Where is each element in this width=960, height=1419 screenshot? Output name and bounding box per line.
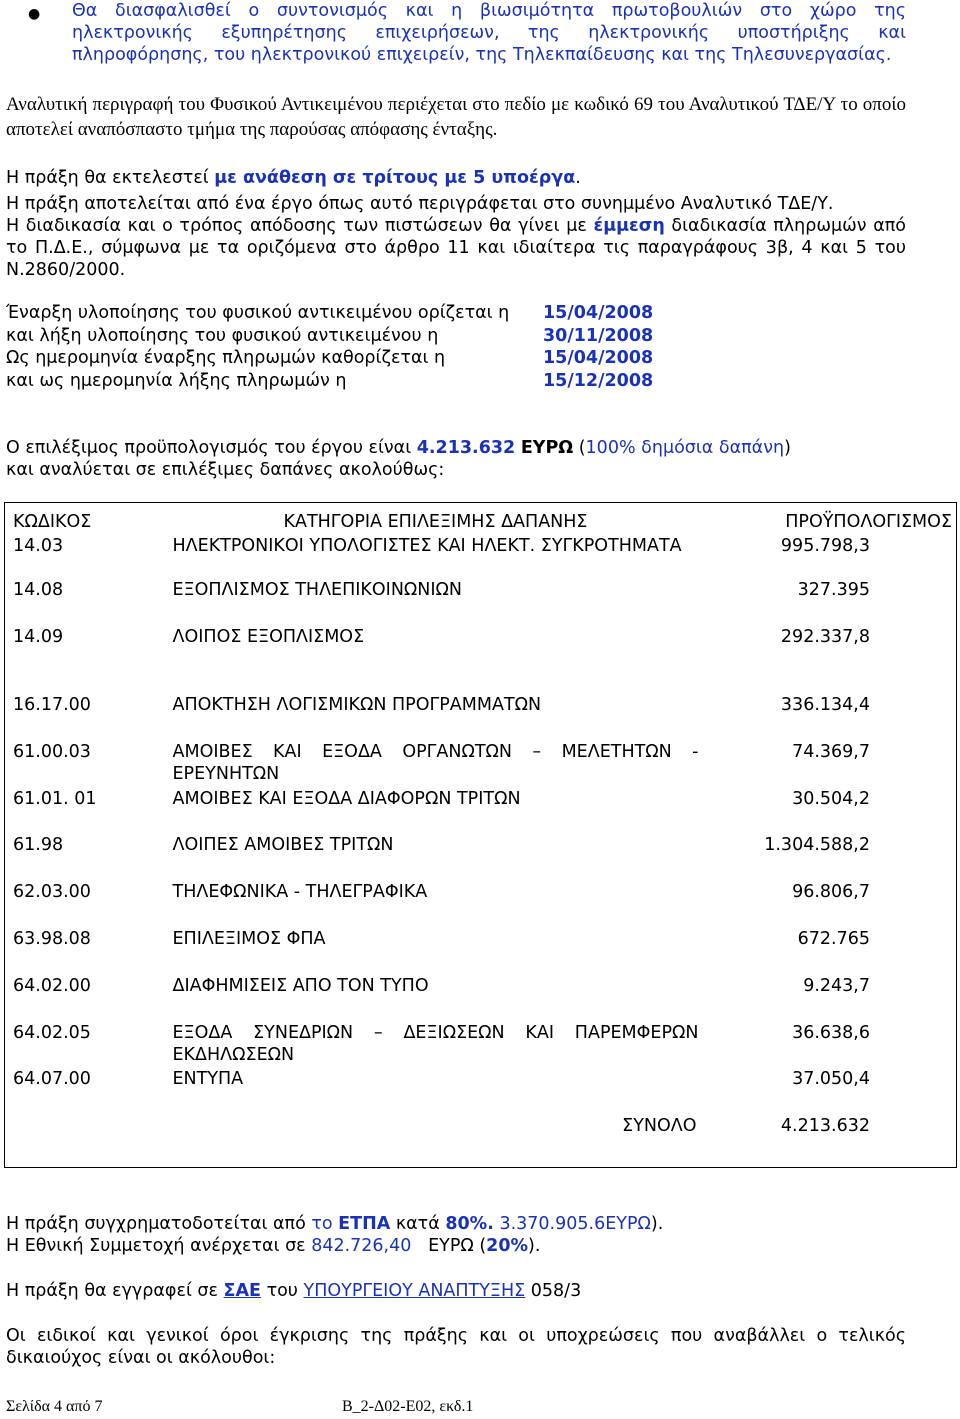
bullet-marker: ● [28,6,41,22]
row-code: 64.02.00 [13,976,91,996]
payment-method: έμμεση [593,216,665,236]
row-amount: 327.395 [797,580,870,600]
row-category: ΤΗΛΕΦΩΝΙΚΑ - ΤΗΛΕΓΡΑΦΙΚΑ [172,882,428,902]
budget-intro-prefix: Ο επιλέξιμος προϋπολογισμός του έργου είναι [6,438,417,458]
date-label: και ως ημερομηνία λήξης πληρωμών η [6,370,347,391]
header-code: ΚΩΔΙΚΟΣ [13,512,92,532]
execution-line-2: Η πράξη αποτελείται από ένα έργο όπως αυτό περιγράφεται στο συνημμένο Αναλυτικό ΤΔΕ/Υ. [6,194,834,214]
date-row-start [6,302,653,325]
row-amount: 672.765 [797,929,870,949]
footer-doc-code: Β_2-Δ02-Ε02, εκδ.1 [342,1398,474,1415]
date-value: 15/04/2008 [543,348,654,368]
budget-paren-open: ( [573,438,586,458]
row-amount: 36.638,6 [792,1023,870,1043]
table-row [5,626,957,694]
row-amount: 37.050,4 [792,1069,870,1089]
sae-ministry: ΥΠΟΥΡΓΕΙΟΥ ΑΝΑΠΤΥΞΗΣ [303,1281,526,1301]
footer-page-number: Σελίδα 4 από 7 [6,1398,103,1415]
row-category: ΔΙΑΦΗΜΙΣΕΙΣ ΑΠΟ ΤΟΝ ΤΥΠΟ [172,976,429,996]
budget-currency: ΕΥΡΩ [520,438,574,458]
date-row-payment-start [6,347,653,370]
row-amount: 995.798,3 [780,536,870,556]
date-label: και λήξη υλοποίησης του φυσικού αντικειμένου η [6,325,439,346]
budget-table [4,502,957,1168]
budget-intro-line-1 [6,437,906,459]
sae-prefix: Η πράξη θα εγγραφεί σε [6,1281,224,1301]
date-label: Έναρξη υλοποίησης του φυσικού αντικειμένου ορίζεται η [6,303,510,323]
execution-method: με ανάθεση σε τρίτους με 5 υποέργα [214,168,576,188]
execution-line-1-suffix: . [575,168,581,188]
execution-line-1 [6,167,906,189]
row-code: 61.00.03 [13,742,91,762]
row-amount: 336.134,4 [780,695,870,715]
row-category: ΑΠΟΚΤΗΣΗ ΛΟΓΙΣΜΙΚΩΝ ΠΡΟΓΡΑΜΜΑΤΩΝ [172,695,542,715]
sae-line [6,1280,581,1302]
execution-line-1-prefix: Η πράξη θα εκτελεστεί [6,168,215,188]
execution-line-3-prefix: Η διαδικασία και ο τρόπος απόδοσης των πιστώσεων θα γίνει με [6,216,594,236]
table-header-row [5,503,957,536]
row-code: 63.98.08 [13,929,91,949]
row-code: 64.02.05 [13,1023,91,1043]
header-category: ΚΑΤΗΓΟΡΙΑ ΕΠΙΛΕΞΙΜΗΣ ΔΑΠΑΝΗΣ [283,512,588,532]
total-empty-cell [5,1115,165,1167]
table-total-row [5,1115,957,1167]
funding-l1-mid: κατά [390,1214,446,1234]
row-code: 61.01. 01 [13,789,97,809]
row-category: ΕΠΙΛΕΞΙΜΟΣ ΦΠΑ [172,929,326,949]
funding-l1-end: ). [650,1214,664,1234]
budget-amount: 4.213.632 [416,438,516,458]
national-pct: 20% [486,1236,529,1256]
row-code: 14.09 [13,627,64,647]
date-label: Ως ημερομηνία έναρξης πληρωμών καθορίζεται η [6,348,446,368]
sae-code: ΣΑΕ [223,1281,261,1301]
row-code: 61.98 [13,835,64,855]
row-category: ΕΞΟΠΛΙΣΜΟΣ ΤΗΛΕΠΙΚΟΙΝΩΝΙΩΝ [172,580,463,600]
funding-fund: ΕΤΠΑ [338,1214,391,1234]
analysis-note: Αναλυτική περιγραφή του Φυσικού Αντικειμένου περιέχεται στο πεδίο με κωδικό 69 του Αναλυτικού ΤΔΕ/Υ το οποίο αποτελεί αναπόσπαστο τμήμα της παρούσας απόφασης ένταξης. [6,94,906,140]
table-row [5,694,957,741]
sae-number: 058/3 [525,1281,582,1301]
row-amount: 30.504,2 [792,789,870,809]
table-row [5,1068,957,1115]
national-amount: 842.726,40 [311,1236,412,1256]
sae-mid: του [261,1281,304,1301]
row-code: 14.08 [13,580,64,600]
row-category: ΕΝΤΥΠΑ [172,1069,244,1089]
funding-block [6,1213,906,1257]
row-amount: 292.337,8 [780,627,870,647]
table-row [5,834,957,881]
execution-line-3 [6,215,906,281]
budget-intro-line-2: και αναλύεται σε επιλέξιμες δαπάνες ακολούθως: [6,460,445,480]
row-amount: 96.806,7 [792,882,870,902]
row-amount: 9.243,7 [803,976,870,996]
table-row [5,928,957,975]
date-row-payment-end [6,370,653,393]
total-value [703,1115,957,1167]
total-label: ΣΥΝΟΛΟ [622,1116,697,1136]
row-amount: 1.304.588,2 [764,835,870,855]
table-row [5,535,957,579]
budget-intro [6,437,906,481]
table-row [5,741,957,788]
date-value: 30/11/2008 [543,325,654,346]
row-amount: 74.369,7 [792,742,870,762]
bullet-item-body: Θα διασφαλισθεί ο συντονισμός και η βιωσιμότητα πρωτοβουλιών στο χώρο της ηλεκτρονικής εξυπηρέτησης επιχειρήσεων, της ηλεκτρονικής υποστήριξης και πληροφόρησης, του ηλεκτρονικού επιχειρείν, της Τηλεκπαίδευσης και της Τηλεσυνεργασίας. [72,1,906,65]
table-row [5,579,957,626]
row-category: ΛΟΙΠΕΣ ΑΜΟΙΒΕΣ ΤΡΙΤΩΝ [172,835,394,855]
row-category: ΑΜΟΙΒΕΣ ΚΑΙ ΕΞΟΔΑ ΟΡΓΑΝΩΤΩΝ – ΜΕΛΕΤΗΤΩΝ - ΕΡΕΥΝΗΤΩΝ [172,742,699,784]
total-value-text: 4.213.632 [780,1116,870,1136]
funding-l1-to: το [311,1214,333,1234]
dates-block [6,302,653,392]
header-budget: ΠΡΟΫΠΟΛΟΓΙΣΜΟΣ [785,512,952,532]
row-code: 62.03.00 [13,882,91,902]
table-row [5,975,957,1022]
funding-pct: 80%. [445,1214,494,1234]
row-category: ΕΞΟΔΑ ΣΥΝΕΔΡΙΩΝ – ΔΕΞΙΩΣΕΩΝ ΚΑΙ ΠΑΡΕΜΦΕΡΩΝ ΕΚΔΗΛΩΣΕΩΝ [172,1023,699,1065]
row-category: ΗΛΕΚΤΡΟΝΙΚΟΙ ΥΠΟΛΟΓΙΣΤΕΣ ΚΑΙ ΗΛΕΚΤ. ΣΥΓΚΡΟΤΗΜΑΤΑ [172,536,682,556]
funding-l1-prefix: Η πράξη συγχρηματοδοτείται από [6,1214,312,1234]
date-value: 15/12/2008 [543,370,654,391]
row-code: 64.07.00 [13,1069,91,1089]
date-value: 15/04/2008 [543,303,654,323]
row-category: ΛΟΙΠΟΣ ΕΞΟΠΛΙΣΜΟΣ [172,627,365,647]
funding-l2-end: ). [528,1236,541,1256]
execution-block [6,167,906,281]
funding-l2-mid: ΕΥΡΩ ( [411,1236,487,1256]
row-code: 16.17.00 [13,695,91,715]
table-row [5,1022,957,1068]
execution-line-3-suffix: διαδικασία πληρωμών από το Π.Δ.Ε., σύμφωνα με τα οριζόμενα στο άρθρο 11 και ιδιαίτερα τις παραγράφους 3β, 4 και 5 του Ν.2860/2000. [6,216,907,280]
budget-public-share: 100% δημόσια δαπάνη [585,438,785,458]
bullet-item-text [72,0,906,66]
budget-paren-close: ) [784,438,791,458]
table-row [5,881,957,928]
funding-l2-prefix: Η Εθνική Συμμετοχή ανέρχεται σε [6,1236,312,1256]
table-row [5,788,957,834]
row-category: ΑΜΟΙΒΕΣ ΚΑΙ ΕΞΟΔΑ ΔΙΑΦΟΡΩΝ ΤΡΙΤΩΝ [172,789,521,809]
funding-amount: 3.370.905.6ΕΥΡΩ [499,1214,651,1234]
row-code: 14.03 [13,536,64,556]
date-row-end [6,325,653,348]
funding-line-2 [6,1235,906,1257]
terms-text: Οι ειδικοί και γενικοί όροι έγκρισης της πράξης και οι υποχρεώσεις που αναβάλλει ο τελικός δικαιούχος είναι οι ακόλουθοι: [6,1326,906,1368]
funding-line-1 [6,1213,906,1235]
